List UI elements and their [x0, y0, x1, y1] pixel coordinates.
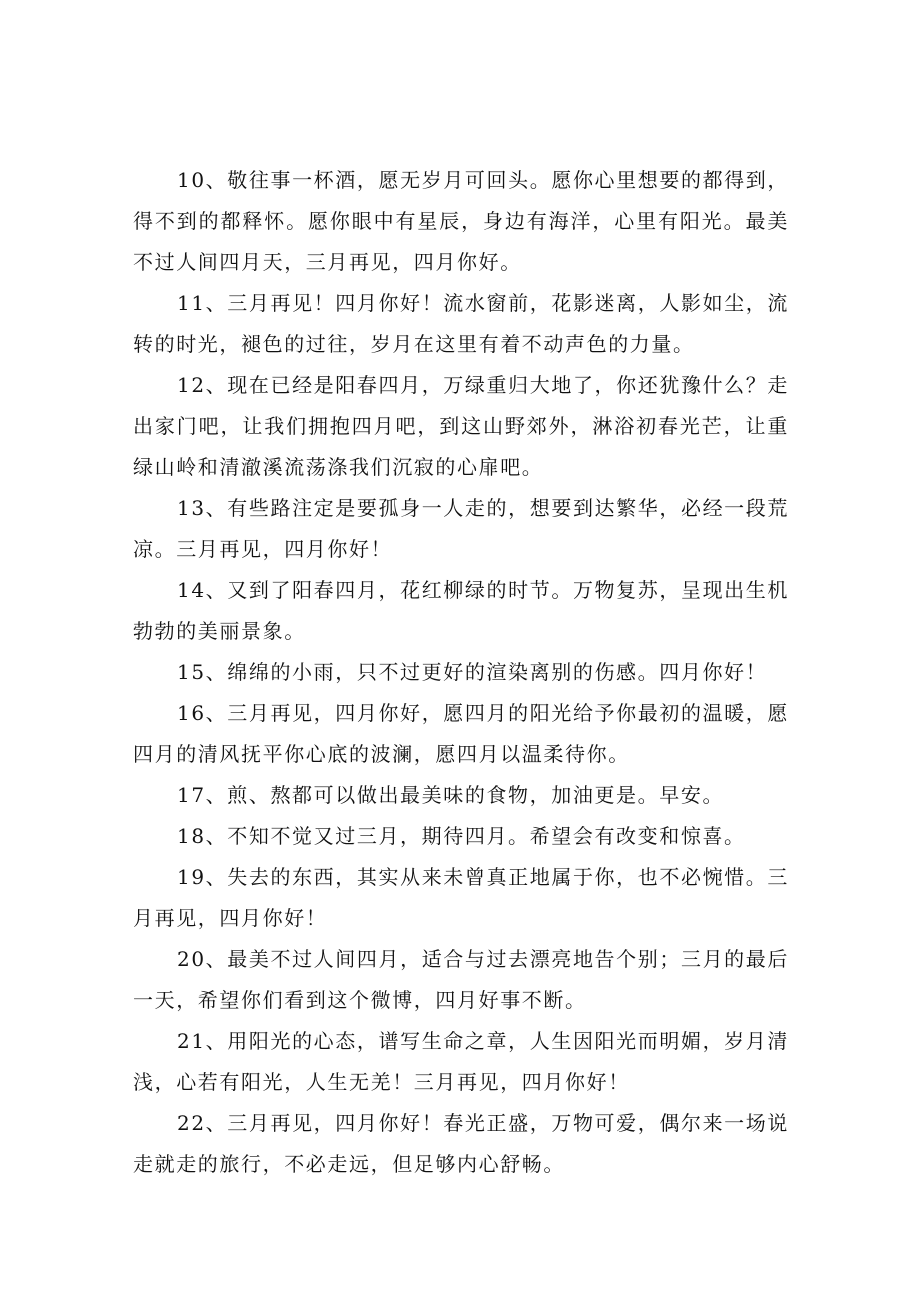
paragraph-15: 15、绵绵的小雨，只不过更好的渲染离别的伤感。四月你好！: [177, 660, 768, 684]
paragraph-11: 11、三月再见！四月你好！流水窗前，花影迷离，人影如尘，流转的时光，褪色的过往，岁月在这里有着不动声色的力量。: [133, 291, 789, 356]
paragraph-14: 14、又到了阳春四月，花红柳绿的时节。万物复苏，呈现出生机勃勃的美丽景象。: [133, 578, 789, 643]
document-body: [133, 160, 789, 1185]
paragraph-12: 12、现在已经是阳春四月，万绿重归大地了，你还犹豫什么？走出家门吧，让我们拥抱四月吧，到这山野郊外，淋浴初春光芒，让重绿山岭和清澈溪流荡涤我们沉寂的心扉吧。: [133, 373, 789, 479]
paragraph-22: 22、三月再见，四月你好！春光正盛，万物可爱，偶尔来一场说走就走的旅行，不必走远，但足够内心舒畅。: [133, 1111, 789, 1176]
paragraph-18: 18、不知不觉又过三月，期待四月。希望会有改变和惊喜。: [177, 824, 746, 848]
paragraph-13: 13、有些路注定是要孤身一人走的，想要到达繁华，必经一段荒凉。三月再见，四月你好！: [133, 496, 789, 561]
paragraph-10: 10、敬往事一杯酒，愿无岁月可回头。愿你心里想要的都得到，得不到的都释怀。愿你眼中有星辰，身边有海洋，心里有阳光。最美不过人间四月天，三月再见，四月你好。: [133, 168, 789, 274]
paragraph-19: 19、失去的东西，其实从来未曾真正地属于你，也不必惋惜。三月再见，四月你好！: [133, 865, 789, 930]
paragraph-16: 16、三月再见，四月你好，愿四月的阳光给予你最初的温暖，愿四月的清风抚平你心底的波澜，愿四月以温柔待你。: [133, 701, 789, 766]
paragraph-21: 21、用阳光的心态，谱写生命之章，人生因阳光而明媚，岁月清浅，心若有阳光，人生无羌！三月再见，四月你好！: [133, 1029, 789, 1094]
paragraph-20: 20、最美不过人间四月，适合与过去漂亮地告个别；三月的最后一天，希望你们看到这个微博，四月好事不断。: [133, 947, 789, 1012]
paragraph-17: 17、煎、熬都可以做出最美味的食物，加油更是。早安。: [177, 783, 725, 807]
